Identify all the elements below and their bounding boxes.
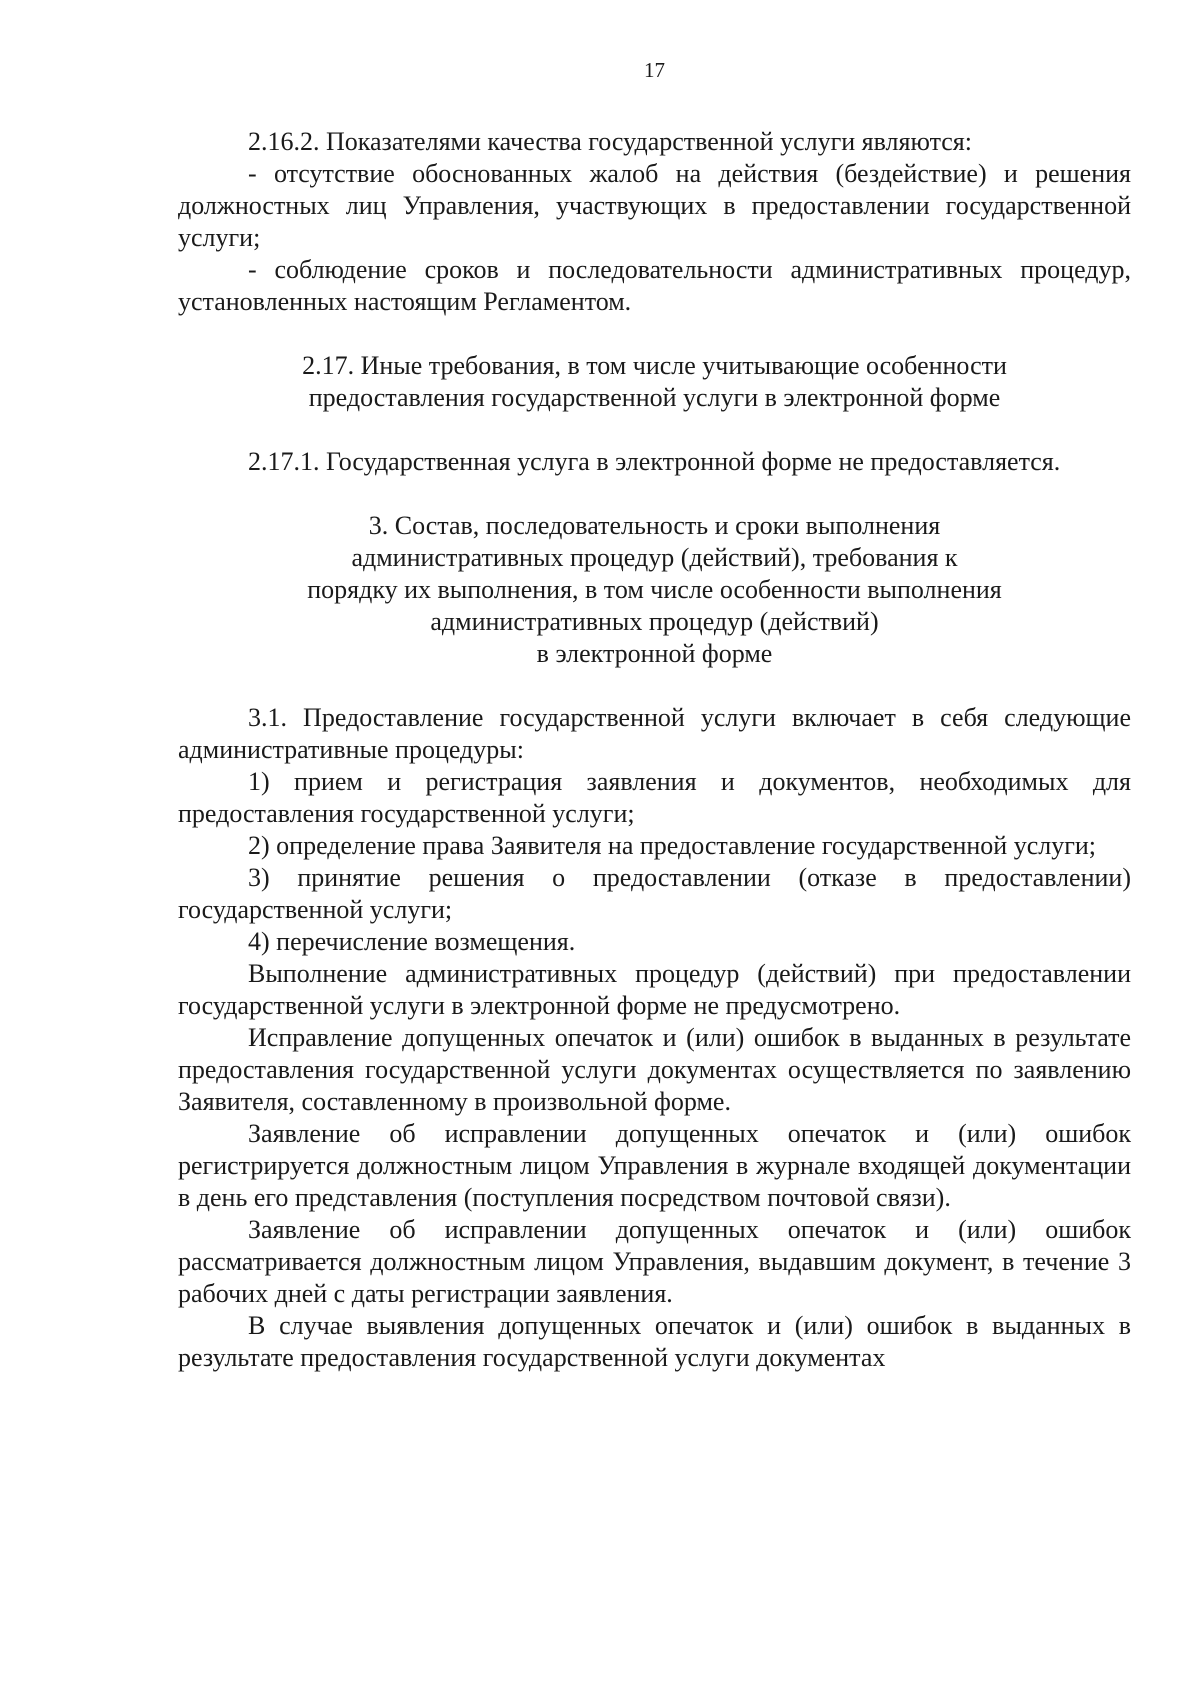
section-2-16-2-heading: 2.16.2. Показателями качества государственной услуги являются:	[248, 127, 972, 156]
procedure-list-item: 2) определение права Заявителя на предоставление государственной услуги;	[248, 831, 1097, 860]
document-page	[178, 58, 1131, 1374]
section-2-17-title-line: предоставления государственной услуги в электронной форме	[308, 383, 1001, 412]
section-2-17-title	[178, 350, 1131, 414]
procedure-list-item: 1) прием и регистрация заявления и документов, необходимых для предоставления государственной услуги;	[178, 767, 1131, 828]
paragraph-application-review: Заявление об исправлении допущенных опечаток и (или) ошибок рассматривается должностным лицом Управления, выдавшим документ, в течение 3 рабочих дней с даты регистрации заявления.	[178, 1215, 1131, 1308]
procedure-list-item: 4) перечисление возмещения.	[248, 927, 576, 956]
paragraph-errors-detected: В случае выявления допущенных опечаток и (или) ошибок в выданных в результате предоставления государственной услуги документах	[178, 1311, 1131, 1372]
section-3-1-intro: 3.1. Предоставление государственной услуги включает в себя следующие административные процедуры:	[178, 703, 1131, 764]
section-3-title-line: административных процедур (действий)	[430, 607, 879, 636]
paragraph-error-correction: Исправление допущенных опечаток и (или) ошибок в выданных в результате предоставления государственной услуги документах осуществляется по заявлению Заявителя, составленному в произвольной форме.	[178, 1023, 1131, 1116]
section-2-16-2-item-2: - соблюдение сроков и последовательности административных процедур, установленных настоящим Регламентом.	[178, 255, 1131, 316]
paragraph-application-registration: Заявление об исправлении допущенных опечаток и (или) ошибок регистрируется должностным лицом Управления в журнале входящей документации в день его представления (поступления посредством почтовой связи).	[178, 1119, 1131, 1212]
section-3-title	[178, 510, 1131, 670]
paragraph-electronic-form: Выполнение административных процедур (действий) при предоставлении государственной услуги в электронной форме не предусмотрено.	[178, 959, 1131, 1020]
section-2-16-2-item-1: - отсутствие обоснованных жалоб на действия (бездействие) и решения должностных лиц Управления, участвующих в предоставлении государственной услуги;	[178, 159, 1131, 252]
procedure-list-item: 3) принятие решения о предоставлении (отказе в предоставлении) государственной услуги;	[178, 863, 1131, 924]
section-3-title-line: административных процедур (действий), требования к	[351, 543, 958, 572]
page-number: 17	[644, 58, 665, 82]
section-3-title-line: порядку их выполнения, в том числе особенности выполнения	[307, 575, 1002, 604]
section-2-17-1-text: 2.17.1. Государственная услуга в электронной форме не предоставляется.	[248, 447, 1061, 476]
section-3-title-line: в электронной форме	[536, 639, 773, 668]
section-3-title-line: 3. Состав, последовательность и сроки выполнения	[368, 511, 941, 540]
section-2-17-title-line: 2.17. Иные требования, в том числе учитывающие особенности	[302, 351, 1007, 380]
